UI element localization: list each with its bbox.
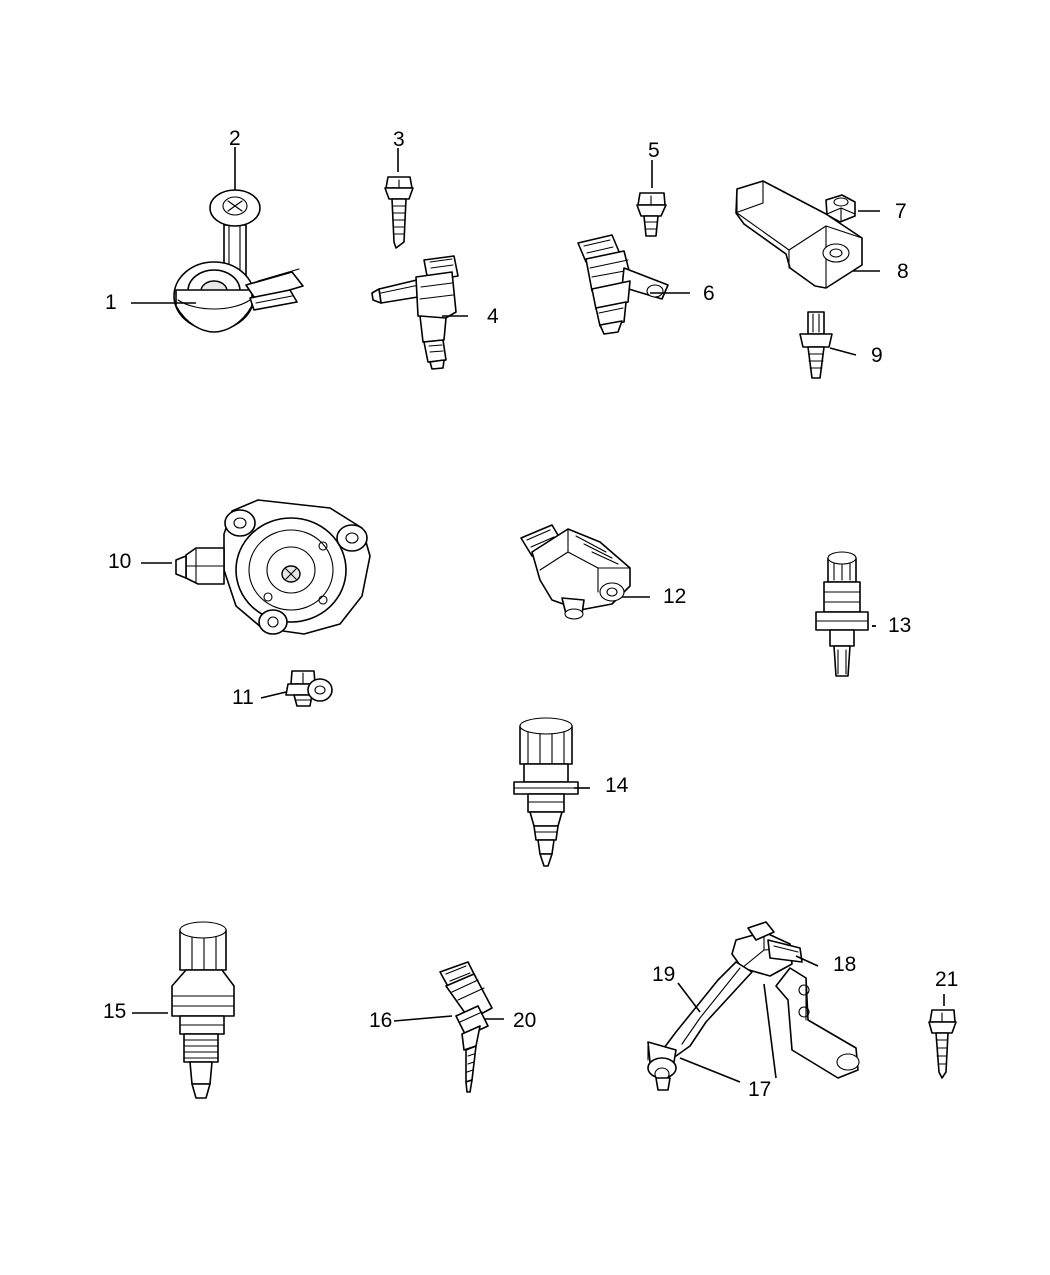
callout-18: 18 (833, 953, 857, 976)
part-crankshaft-sensor-bolt (637, 193, 666, 236)
callout-19: 19 (652, 963, 676, 986)
part-crankshaft-position-sensor (578, 235, 668, 334)
callout-1: 1 (105, 291, 117, 314)
callout-4: 4 (487, 305, 499, 328)
callout-2: 2 (229, 127, 241, 150)
leader-11 (261, 692, 286, 698)
part-intake-air-temperature-sensor (816, 552, 868, 676)
callout-21: 21 (935, 968, 959, 991)
part-coolant-temperature-sensor (440, 962, 492, 1092)
part-camshaft-sensor-bolt (385, 177, 413, 248)
callout-14: 14 (605, 774, 629, 797)
callout-9: 9 (871, 344, 883, 367)
part-oil-control-valve-bolt (286, 671, 332, 706)
callout-7: 7 (895, 200, 907, 223)
leader-16 (394, 1016, 452, 1021)
part-oxygen-sensor (514, 718, 578, 866)
callout-16: 16 (369, 1009, 393, 1032)
part-oil-pressure-sensor (172, 922, 234, 1098)
part-ride-height-sensor-assembly (648, 922, 959, 1090)
part-map-sensor (521, 525, 630, 619)
callout-13: 13 (888, 614, 912, 637)
part-bracket-stud-bolt (800, 312, 832, 378)
leader-19 (678, 983, 700, 1012)
callout-5: 5 (648, 139, 660, 162)
leader-9 (830, 348, 856, 355)
callout-12: 12 (663, 585, 687, 608)
callout-17: 17 (748, 1078, 772, 1101)
callout-3: 3 (393, 128, 405, 151)
part-knock-sensor (174, 190, 303, 332)
leader-17b (764, 984, 776, 1078)
part-camshaft-position-sensor (372, 256, 458, 369)
leader-17a (680, 1058, 740, 1082)
callout-10: 10 (108, 550, 132, 573)
callout-15: 15 (103, 1000, 127, 1023)
part-oil-control-valve (176, 500, 370, 634)
callout-6: 6 (703, 282, 715, 305)
callout-8: 8 (897, 260, 909, 283)
callout-20: 20 (513, 1009, 537, 1032)
callout-11: 11 (232, 686, 254, 709)
